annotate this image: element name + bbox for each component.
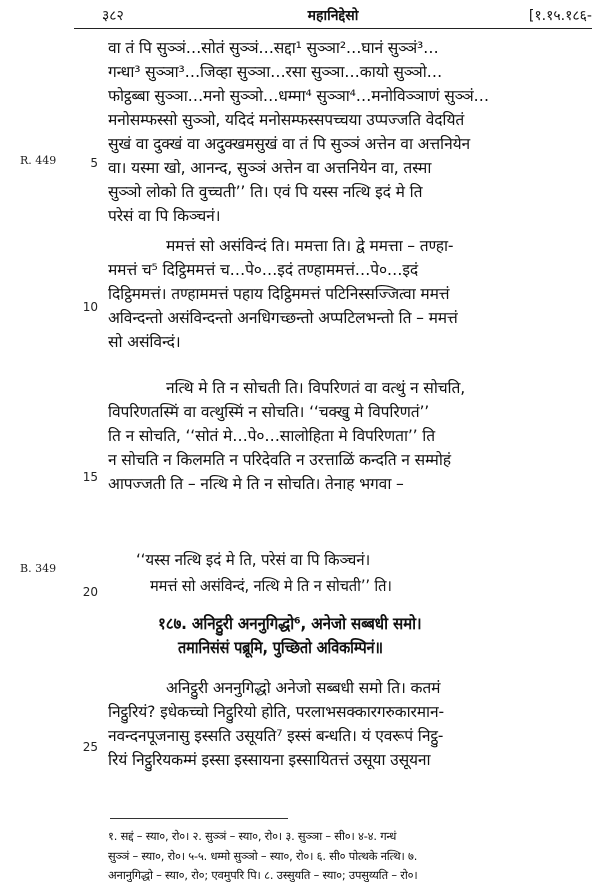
text-line: नवन्दनपूजनासु इस्सति उसूयति⁷ इस्सं बन्धति। यं एवरूपं निट्ठु- (108, 727, 444, 745)
verse-line: ममत्तं सो असंविन्दं, नत्थि मे ति न सोचती’’ ति। (150, 577, 392, 595)
text-line: गन्धा³ सुञ्ञा³…जिव्हा सुञ्ञा…रसा सुञ्ञा…कायो सुञ्ञो… (108, 63, 443, 81)
line-number: 25 (82, 740, 98, 754)
gatha-heading: तमानिसंसं पब्रूमि, पुच्छितो अविकम्पिनं॥ (178, 638, 383, 657)
text-line: मनोसम्फस्सो सुञ्ञो, यदिदं मनोसम्फस्सपच्चया उप्पज्जति वेदयितं (108, 111, 465, 129)
footnote-line: १. सद्दं – स्या०, रो०। २. सुञ्ञं – स्या०, रो०। ३. सुञ्ञा – सी०। ४-४. गन्धं (108, 829, 397, 843)
line-number: 10 (82, 300, 98, 314)
text-line: ममत्तं च⁵ दिट्ठिममत्तं च…पे०…इदं तण्हाममत्तं…पे०…इदं (108, 261, 418, 279)
text-line: वा। यस्मा खो, आनन्द, सुञ्ञं अत्तेन वा अत्तनियेन वा, तस्मा (108, 159, 432, 177)
page-number: ३८२ (102, 8, 124, 24)
text-line: ति न सोचति, ‘‘सोतं मे…पे०…सालोहिता मे विपरिणता’’ ति (108, 427, 436, 445)
margin-ref-r: R. 449 (20, 154, 57, 167)
verse-line: ‘‘यस्स नत्थि इदं मे ति, परेसं वा पि किञ्चनं। (136, 551, 371, 569)
text-line: न सोचति न किलमति न परिदेवति न उरत्ताळिं कन्दति न सम्मोहं (108, 451, 451, 469)
footnote-line: सुञ्ञं – स्या०, रो०। ५-५. धम्मो सुञ्ञो – स्या०, रो०। ६. सी० पोत्थके नत्थि। ७. (108, 849, 418, 863)
text-line: परेसं वा पि किञ्चनं। (108, 207, 221, 225)
margin-ref-b: B. 349 (20, 562, 57, 575)
text-line: फोट्ठब्बा सुञ्ञा…मनो सुञ्ञो…धम्मा⁴ सुञ्ञा⁴…मनोविञ्ञाणं सुञ्ञं… (108, 87, 489, 105)
text-line: अविन्दन्तो असंविन्दन्तो अनधिगच्छन्तो अप्पटिलभन्तो ति – ममत्तं (108, 309, 458, 327)
header-rule (74, 28, 592, 29)
running-header (74, 6, 592, 28)
text-line-lemma: ममत्तं सो असंविन्दं ति। ममत्ता ति। द्वे ममत्ता – तण्हा- (166, 237, 454, 255)
text-line: सुखं वा दुक्खं वा अदुक्खमसुखं वा तं पि सुञ्ञं अत्तेन वा अत्तनियेन (108, 135, 470, 153)
text-line: रियं निट्ठुरियकम्मं इस्सा इस्सायना इस्सायितत्तं उसूया उसूयना (108, 751, 431, 769)
text-line: दिट्ठिममत्तं। तण्हाममत्तं पहाय दिट्ठिममत्तं पटिनिस्सज्जित्वा ममत्तं (108, 285, 450, 303)
text-line-lemma: अनिट्ठुरी अननुगिद्धो अनेजो सब्बधी समो ति। कतमं (166, 679, 441, 697)
text-line-lemma: नत्थि मे ति न सोचती ति। विपरिणतं वा वत्थुं न सोचति, (166, 379, 466, 397)
footnote-line: अनानुगिद्धो – स्या०, रो०; एवमुपरि पि। ८. उस्सुयति – स्या०; उपसुय्यति – रो०। (108, 868, 418, 882)
text-line: सो असंविन्दं। (108, 333, 181, 351)
footnote-rule (110, 818, 288, 819)
line-number: 5 (90, 156, 98, 170)
gatha-heading: १८७. अनिट्ठुरी अननुगिद्धो⁶, अनेजो सब्बधी समो। (158, 614, 422, 633)
line-number: 20 (82, 585, 98, 599)
text-line: निट्ठुरियं? इधेकच्चो निट्ठुरियो होति, परलाभसक्कारगरुकारमान- (108, 703, 444, 721)
line-number: 15 (82, 470, 98, 484)
running-title: महानिद्देसो (307, 8, 359, 24)
text-line: आपज्जती ति – नत्थि मे ति न सोचति। तेनाह भगवा – (108, 475, 404, 493)
section-reference: [१.१५.१८६- (528, 8, 592, 24)
text-line: विपरिणतस्मिं वा वत्थुस्मिं न सोचति। ‘‘चक्खु मे विपरिणतं’’ (108, 403, 430, 421)
text-line: वा तं पि सुञ्ञं…सोतं सुञ्ञं…सद्दा¹ सुञ्ञा²…घानं सुञ्ञं³… (108, 39, 439, 57)
text-line: सुञ्ञो लोको ति वुच्चती’’ ति। एवं पि यस्स नत्थि इदं मे ति (108, 183, 423, 201)
